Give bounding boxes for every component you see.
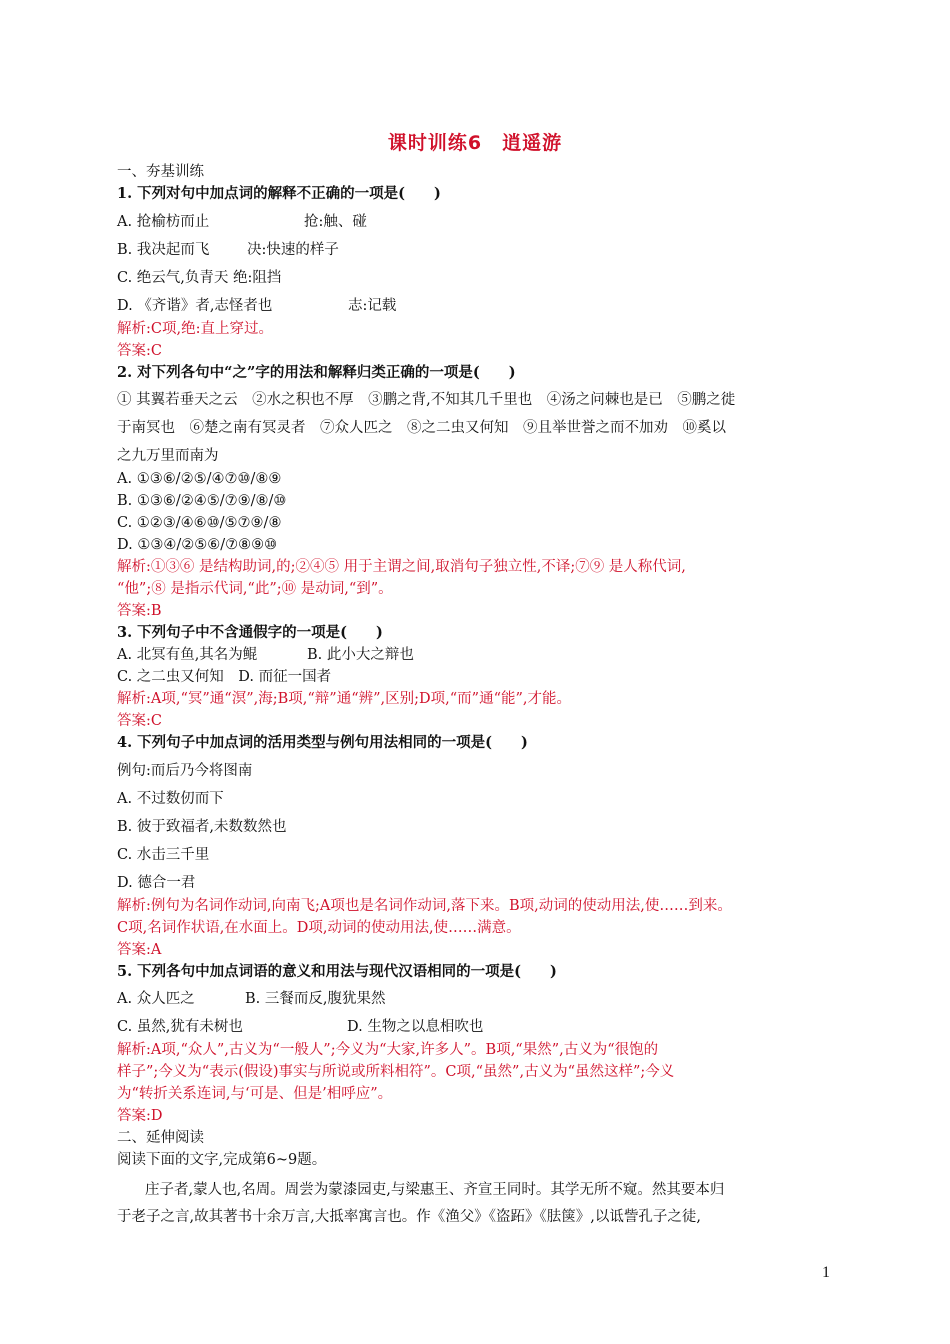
q1-analysis: 解析:C项,绝:直上穿过。 [117, 321, 273, 337]
q5-option-b: B. 三餐而反,腹犹果然 [245, 991, 386, 1007]
q4-answer: 答案:A [117, 942, 162, 958]
q4-analysis: 解析:例句为名词作动词,向南飞;A项也是名词作动词,落下来。B项,动词的使动用法,使……到来。 [117, 898, 732, 914]
q4-analysis-cont: C项,名词作状语,在水面上。D项,动词的使动用法,使……满意。 [117, 920, 521, 936]
option-text: D. 《齐谐》者,志怪者也 [117, 298, 273, 314]
question-3-stem: 3. 下列句子中不含通假字的一项是( ) [117, 624, 383, 641]
q4-example: 例句:而后乃今将图南 [117, 763, 253, 779]
passage-line: 于老子之言,故其著书十余万言,大抵率寓言也。作《渔父》《盗跖》《胠箧》,以诋訾孔子之徒, [117, 1209, 701, 1225]
q1-answer: 答案:C [117, 343, 162, 359]
q1-option-d [117, 296, 397, 316]
q3-analysis: 解析:A项,“冥”通“溟”,海;B项,“辩”通“辨”,区别;D项,“而”通“能”,才能。 [117, 691, 572, 707]
q2-items-line: ① 其翼若垂天之云 ②水之积也不厚 ③鹏之背,不知其几千里也 ④汤之问棘也是已 ⑤鹏之徙 [117, 392, 736, 408]
q3-option-b: B. 此小大之辩也 [307, 647, 414, 663]
q1-option-a [117, 212, 367, 232]
q4-option-d: D. 德合一君 [117, 875, 196, 891]
q5-options-row1 [117, 989, 386, 1009]
q3-options-row1 [117, 645, 414, 665]
q5-option-c: C. 虽然,犹有未树也 [117, 1019, 243, 1035]
question-5-stem: 5. 下列各句中加点词语的意义和用法与现代汉语相同的一项是( ) [117, 963, 557, 980]
q2-analysis: 解析:①③⑥ 是结构助词,的;②④⑤ 用于主谓之间,取消句子独立性,不译;⑦⑨ 是人称代词, [117, 559, 686, 575]
passage-line: 庄子者,蒙人也,名周。周尝为蒙漆园吏,与梁惠王、齐宣王同时。其学无所不窥。然其要本归 [145, 1182, 725, 1198]
question-2-stem: 2. 对下列各句中“之”字的用法和解释归类正确的一项是( ) [117, 364, 516, 381]
q4-option-b: B. 彼于致福者,未数数然也 [117, 819, 287, 835]
q5-analysis: 解析:A项,“众人”,古义为“一般人”;今义为“大家,许多人”。B项,“果然”,古义为“很饱的 [117, 1042, 659, 1058]
option-text: B. 我决起而飞 [117, 242, 210, 258]
q3-answer: 答案:C [117, 713, 162, 729]
q2-items-line: 之九万里而南为 [117, 448, 219, 464]
q5-options-row2 [117, 1017, 484, 1037]
q3-options-row2: C. 之二虫又何知 D. 而征一国者 [117, 669, 332, 685]
q5-analysis-cont: 为“转折关系连词,与‘可是、但是’相呼应”。 [117, 1086, 393, 1102]
page-number: 1 [822, 1264, 830, 1281]
q2-answer: 答案:B [117, 603, 162, 619]
q2-analysis-cont: “他”;⑧ 是指示代词,“此”;⑩ 是动词,“到”。 [117, 581, 393, 597]
question-1-stem: 1. 下列对句中加点词的解释不正确的一项是( ) [117, 185, 441, 202]
option-gloss: 志:记载 [348, 298, 397, 314]
q5-answer: 答案:D [117, 1108, 163, 1124]
q2-items-line: 于南冥也 ⑥楚之南有冥灵者 ⑦众人匹之 ⑧之二虫又何知 ⑨且举世誉之而不加劝 ⑩奚以 [117, 420, 726, 436]
q2-option-d: D. ①③④/②⑤⑥/⑦⑧⑨⑩ [117, 537, 278, 553]
q4-option-a: A. 不过数仞而下 [117, 791, 224, 807]
section-heading-2: 二、延伸阅读 [117, 1130, 204, 1146]
q2-option-c: C. ①②③/④⑥⑩/⑤⑦⑨/⑧ [117, 515, 282, 531]
page-title: 课时训练6 逍遥游 [387, 132, 563, 154]
option-gloss: 抢:触、碰 [304, 214, 367, 230]
q1-option-c [117, 268, 281, 288]
question-4-stem: 4. 下列句子中加点词的活用类型与例句用法相同的一项是( ) [117, 734, 528, 751]
option-text: A. 抢榆枋而止 [117, 214, 210, 230]
q4-option-c: C. 水击三千里 [117, 847, 210, 863]
q5-option-d: D. 生物之以息相吹也 [347, 1019, 484, 1035]
q3-option-a: A. 北冥有鱼,其名为鲲 [117, 647, 258, 663]
q2-option-a: A. ①③⑥/②⑤/④⑦⑩/⑧⑨ [117, 471, 282, 487]
section-heading-1: 一、夯基训练 [117, 164, 204, 180]
option-text: C. 绝云气,负青天 绝:阻挡 [117, 270, 282, 286]
q2-option-b: B. ①③⑥/②④⑤/⑦⑨/⑧/⑩ [117, 493, 287, 509]
q5-analysis-cont: 样子”;今义为“表示(假设)事实与所说或所料相符”。C项,“虽然”,古义为“虽然这样”;今义 [117, 1064, 675, 1080]
reading-intro: 阅读下面的文字,完成第6~9题。 [117, 1152, 327, 1168]
option-gloss: 决:快速的样子 [247, 242, 339, 258]
q5-option-a: A. 众人匹之 [117, 991, 195, 1007]
q1-option-b [117, 240, 339, 260]
